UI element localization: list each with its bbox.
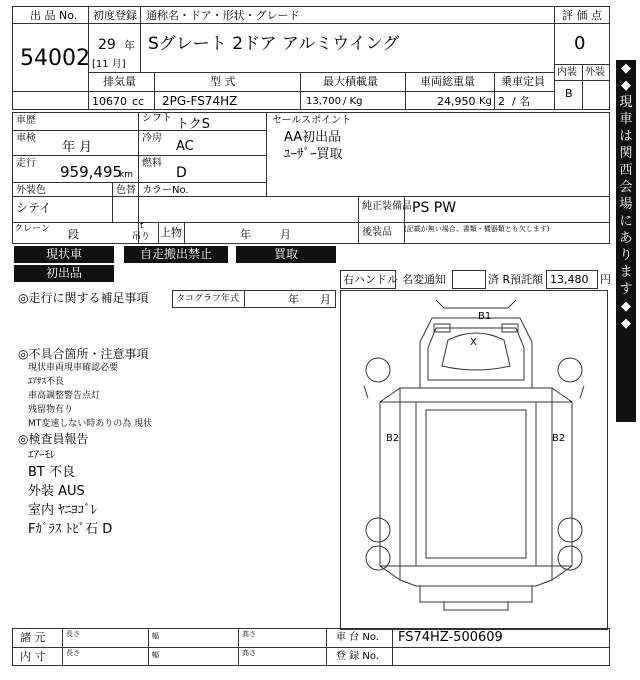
name-change-box xyxy=(452,270,486,289)
model-name: Sグレート 2ドア アルミウイング xyxy=(148,34,400,54)
gross-weight-value: 24,950 xyxy=(437,95,476,108)
banner-char: に xyxy=(619,214,633,229)
banner-char: 場 xyxy=(619,197,633,212)
inner-length: 長さ xyxy=(66,649,80,657)
tag-current-vehicle: 現状車 xyxy=(14,246,114,263)
score-value: 0 xyxy=(574,33,586,54)
damage-mark-b1: B1 xyxy=(478,311,492,322)
inspection-label: 車検 xyxy=(16,133,36,144)
displacement-label: 排気量 xyxy=(103,75,136,88)
upper-label: 上物 xyxy=(160,226,182,239)
banner-char: 関 xyxy=(619,146,633,161)
inspector-item: ｴｱｰﾓﾚ xyxy=(28,448,56,461)
damage-mark-b2-left: B2 xyxy=(386,433,400,444)
fuel-label: 燃料 xyxy=(142,158,162,169)
inspector-item: 外装 AUS xyxy=(28,484,85,499)
defects-label: ◎不具合箇所・注意事項 xyxy=(18,347,149,361)
tacho-year: 年 xyxy=(288,293,299,306)
registration-year-unit: 年 xyxy=(124,39,135,52)
running-notes-label: ◎走行に関する補足事項 xyxy=(18,291,149,305)
crane-t: t xyxy=(140,221,144,231)
chassis-label: 車 台 No. xyxy=(336,632,379,643)
tacho-month: 月 xyxy=(320,293,331,306)
registration-month: [11 月] xyxy=(92,59,126,70)
banner-char: ◆ xyxy=(621,316,631,331)
aftermarket-label: 後装品 xyxy=(362,227,392,238)
tag-purchase: 買取 xyxy=(236,246,336,263)
inspector-item: 室内 ﾔﾆﾖｺﾞﾚ xyxy=(28,503,98,518)
crane-lift: 吊り xyxy=(132,232,151,242)
equipment-value: PS PW xyxy=(412,200,457,216)
displacement-value: 10670 xyxy=(92,95,127,108)
inner-width: 幅 xyxy=(152,651,159,659)
model-label: 通称名・ドア・形状・グレード xyxy=(146,9,300,22)
crane-label: クレーン xyxy=(14,224,50,234)
color-code-label: カラーNo. xyxy=(142,185,189,196)
inspector-item: BT 不良 xyxy=(28,465,75,480)
mileage-label: 走行 xyxy=(16,158,36,169)
tacho-label: タコグラフ年式 xyxy=(176,294,240,304)
type-value: 2PG-FS74HZ xyxy=(162,94,238,108)
registration-year: 29 xyxy=(98,37,116,53)
banner-char: す xyxy=(619,282,633,297)
shift-label: シフト xyxy=(142,113,172,124)
lot-number: 54002 xyxy=(20,46,90,71)
inner-height: 高さ xyxy=(242,649,256,657)
sales-point-2: ﾕｰｻﾞｰ買取 xyxy=(284,147,343,162)
banner-char: 車 xyxy=(619,112,633,127)
tag-first-listing: 初出品 xyxy=(14,265,114,282)
recycle-label: 済 R預託額 xyxy=(488,273,544,286)
damage-mark-x: X xyxy=(470,337,477,348)
ext-color-value: シテイ xyxy=(16,201,52,215)
inspector-label: ◎検査員報告 xyxy=(18,432,89,446)
recycle-amount: 13,480 xyxy=(550,273,589,286)
interior-grade: B xyxy=(565,87,573,100)
defect-item: 車高調整警告点灯 xyxy=(28,391,101,401)
dims-width: 幅 xyxy=(152,632,159,640)
max-load-label: 最大積載量 xyxy=(323,75,378,88)
capacity-value: 2 xyxy=(498,95,505,108)
dims-label: 諸 元 xyxy=(20,631,46,644)
displacement-unit: cc xyxy=(132,95,145,108)
banner-char: ◆ xyxy=(621,78,631,93)
chassis-number: FS74HZ-500609 xyxy=(398,630,503,645)
banner-char: 西 xyxy=(619,163,633,178)
score-label: 評 価 点 xyxy=(562,9,602,22)
gross-weight-unit: Kg xyxy=(479,96,492,107)
interior-label: 内装 xyxy=(557,67,577,78)
capacity-unit: / 名 xyxy=(512,95,531,108)
first-registration-label: 初度登録 xyxy=(93,9,137,22)
banner-char: 会 xyxy=(619,180,633,195)
color-change-label: 色替 xyxy=(116,185,136,196)
capacity-label: 乗車定員 xyxy=(501,75,545,88)
sales-point-label: セールスポイント xyxy=(272,115,352,126)
dims-height: 高さ xyxy=(242,630,256,638)
shift-value: トクS xyxy=(176,117,210,132)
registration-number-label: 登 録 No. xyxy=(336,651,379,662)
banner-char: あ xyxy=(619,231,633,246)
right-handle: 右ハンドル xyxy=(343,273,398,286)
location-banner xyxy=(616,60,636,422)
ac-value: AC xyxy=(176,139,194,154)
mileage-unit: km xyxy=(119,170,133,180)
banner-char: ま xyxy=(619,265,633,280)
equipment-label: 純正装備品 xyxy=(362,201,412,212)
max-load-unit: / Kg xyxy=(343,96,363,107)
tag-no-self-drive: 自走搬出禁止 xyxy=(124,246,228,263)
banner-char: ◆ xyxy=(621,61,631,76)
banner-char: ◆ xyxy=(621,299,631,314)
sales-point-1: AA初出品 xyxy=(284,130,342,145)
aftermarket-note: (記載が無い場合、書類・機器類とも欠します) xyxy=(404,225,550,233)
mileage-value: 959,495 xyxy=(60,163,123,181)
name-change-label: 名変通知 xyxy=(402,273,446,286)
gross-weight-label: 車両総重量 xyxy=(420,75,475,88)
ac-label: 冷房 xyxy=(142,133,162,144)
dims-length: 長さ xyxy=(66,630,80,638)
recycle-unit: 円 xyxy=(600,273,611,286)
upper-month: 月 xyxy=(280,228,291,241)
upper-year: 年 xyxy=(240,228,251,241)
defect-item: ｴｱｻｽ不良 xyxy=(28,377,65,387)
type-label: 型 式 xyxy=(210,75,236,88)
defect-item: MT変速しない時ありの為 現状 xyxy=(28,419,153,429)
exterior-label: 外装 xyxy=(585,67,605,78)
fuel-value: D xyxy=(176,165,187,181)
crane-step: 段 xyxy=(68,228,79,241)
banner-char: り xyxy=(619,248,633,263)
damage-mark-b2-right: B2 xyxy=(552,433,566,444)
inspection-value: 年 月 xyxy=(62,140,93,155)
max-load-value: 13,700 xyxy=(306,96,341,107)
lot-label: 出 品 No. xyxy=(30,9,78,22)
banner-char: 現 xyxy=(619,95,633,110)
inspector-item: Fｶﾞﾗｽ ﾄﾋﾞ石 D xyxy=(28,522,113,537)
history-label: 車歴 xyxy=(16,115,36,126)
inner-dims-label: 内 寸 xyxy=(20,650,46,663)
ext-color-label: 外装色 xyxy=(16,185,46,196)
defect-item: 残留物有り xyxy=(28,405,74,415)
banner-char: は xyxy=(619,129,633,144)
defect-item: 現状車両現車確認必要 xyxy=(28,363,119,373)
